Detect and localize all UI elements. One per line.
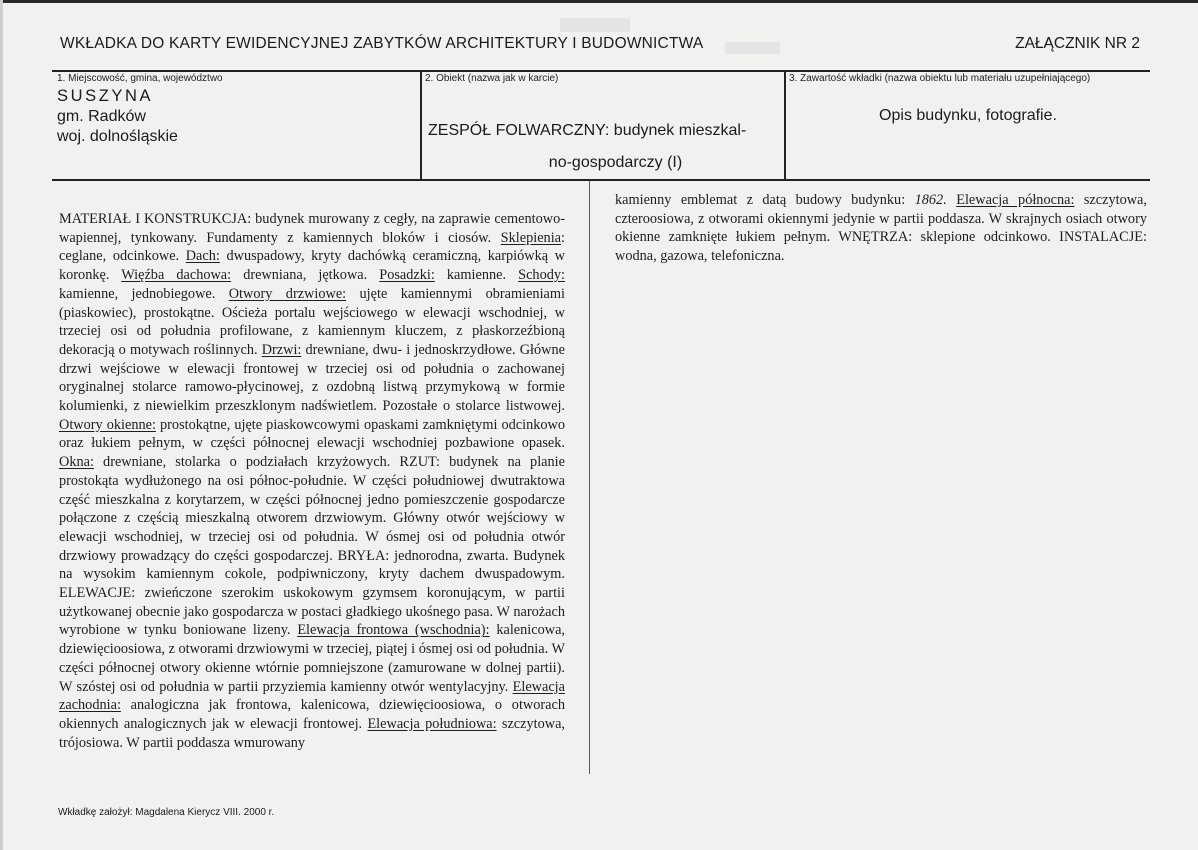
text-run: analogiczna jak frontowa, kalenicowa, dziewięcioosiowa, o otworach okiennych analogicznych jak w elewacji frontowej. <box>59 697 565 732</box>
text-run: kamienne, jednobiegowe. <box>59 285 229 302</box>
left-edge <box>0 0 3 850</box>
text-run: ujęte kamiennymi obramieniami (piaskowiec), prostokątne. Ościeża portalu wejściowego w elewacji wschodniej, w trzeciej osi od południa profilowane, z kamiennym kluczem, z płaskorzeźbioną dekoracją o motywach roślinnych. <box>59 285 565 358</box>
contents-label: 3. Zawartość wkładki (nazwa obiektu lub materiału uzupełniającego) <box>789 73 1091 84</box>
body-column-divider <box>589 181 590 774</box>
underlined-term: Elewacja południowa: <box>367 715 497 732</box>
author-note: Wkładkę założył: Magdalena Kierycz VIII. 2000 r. <box>58 807 275 818</box>
table-bottom-rule <box>52 179 1150 181</box>
scan-smudge <box>725 42 780 54</box>
text-run: dwuspadowy, kryty dachówką ceramiczną, karpiówką w koronkę. <box>59 248 565 284</box>
object-label: 2. Obiekt (nazwa jak w karcie) <box>425 73 559 84</box>
text-run: kamienny emblemat z datą budowy budynku: <box>615 192 915 208</box>
text-run: kalenicowa, dziewięcioosiowa, z otworami drzwiowymi w trzeciej, piątej i ósmej osi od południa. W części północnej otwory okienne wtórnie pomniejszone (zamurowane w dolnej partii). W szóstej osi od południa w partii przyziemia kamienny otwór wentylacyjny. <box>59 622 565 695</box>
municipality: gm. Radków <box>57 108 146 125</box>
text-run: szczytowa, czteroosiowa, z otworami okiennymi jedynie w partii poddasza. W skrajnych osiach otwory okienne zamknięte łukiem pełnym. WNĘTRZA: sklepione odcinkowo. INSTALACJE: wodna, gazowa, telefoniczna. <box>615 192 1147 265</box>
text-run: drewniane, dwu- i jednoskrzydłowe. Główne drzwi wejściowe w elewacji frontowej w trzeciej osi od południa o zachowanej oryginalnej stolarce ramowo-płycinowej, z ozdobną listwą przymykową w formie kolumienki, z niewielkim przeszklonym nadświetlem. Pozostałe o stolarce listwowej. <box>59 341 565 415</box>
description-left-column <box>59 210 565 752</box>
annex-number: ZAŁĄCZNIK NR 2 <box>1015 35 1140 52</box>
contents-value: Opis budynku, fotografie. <box>879 107 1057 124</box>
underlined-term: Okna: <box>59 454 94 471</box>
underlined-term: Elewacja frontowa (wschodnia): <box>297 622 490 639</box>
object-name <box>428 115 783 179</box>
description-right-column <box>615 191 1147 266</box>
underlined-term: Sklepienia <box>500 229 562 246</box>
column-divider <box>784 70 786 181</box>
underlined-term: Posadzki: <box>379 267 435 284</box>
italic-date: 1862. <box>914 192 947 208</box>
top-border <box>0 0 1198 3</box>
underlined-term: Więźba dachowa: <box>121 267 232 284</box>
text-run: kamienne. <box>434 267 519 284</box>
underlined-term: Dach: <box>185 248 220 265</box>
object-name-line2: no-gospodarczy (I) <box>548 154 683 171</box>
underlined-term: Drzwi: <box>261 341 302 358</box>
text-run: drewniane, stolarka o podziałach krzyżowych. RZUT: budynek na planie prostokąta wydłużonego na osi północ-południe. W części południowej dwutraktowa część mieszkalna z korytarzem, w części północnej jedno pomieszczenie gospodarcze połączone z częścią mieszkalną otworem drzwiowym. Główny otwór wejściowy w elewacji wschodniej, w trzeciej osi od południa. W ósmej osi od południa otwór drzwiowy prowadzący do części gospodarczej. BRYŁA: jednorodna, zwarta. Budynek na wysokim kamiennym cokole, podpiwniczony, kryty dachem dwuspadowym. ELEWACJE: zwieńczone szerokim uskokowym gzymsem koronującym, w partii użytkowanej obecnie jako gospodarcza w postaci gładkiego ukośnego pasa. W narożach wyrobione w tynku boniowane lizeny. <box>59 454 565 639</box>
text-run: szczytowa, trójosiowa. W partii poddasza wmurowany <box>59 715 565 751</box>
card-title: WKŁADKA DO KARTY EWIDENCYJNEJ ZABYTKÓW ARCHITEKTURY I BUDOWNICTWA <box>60 35 704 52</box>
underlined-term: Elewacja północna: <box>956 192 1075 208</box>
column-divider <box>420 70 422 181</box>
underlined-term: Otwory drzwiowe: <box>228 285 347 302</box>
text-run: : ceglane, odcinkowe. <box>59 229 565 265</box>
text-run: MATERIAŁ I KONSTRUKCJA: budynek murowany z cegły, na zaprawie cementowo-wapiennej, tynkowany. Fundamenty z kamiennych bloków i ciosów. <box>59 211 565 246</box>
location-label: 1. Miejscowość, gmina, województwo <box>57 73 223 84</box>
object-name-line1: ZESPÓŁ FOLWARCZNY: budynek mieszkal- <box>428 122 747 139</box>
text-run <box>947 192 956 208</box>
scan-smudge <box>560 18 630 32</box>
text-run: prostokątne, ujęte piaskowcowymi opaskami zamkniętymi odcinkowo oraz łukiem pełnym, w części północnej elewacji wschodniej pozbawione opasek. <box>59 416 566 452</box>
place-name: SUSZYNA <box>57 87 154 105</box>
text-run: drewniana, jętkowa. <box>231 267 380 284</box>
underlined-term: Elewacja zachodnia: <box>59 678 565 714</box>
table-top-rule <box>52 70 1150 72</box>
voivodeship: woj. dolnośląskie <box>57 128 178 145</box>
underlined-term: Schody: <box>518 267 565 284</box>
underlined-term: Otwory okienne: <box>59 416 156 433</box>
